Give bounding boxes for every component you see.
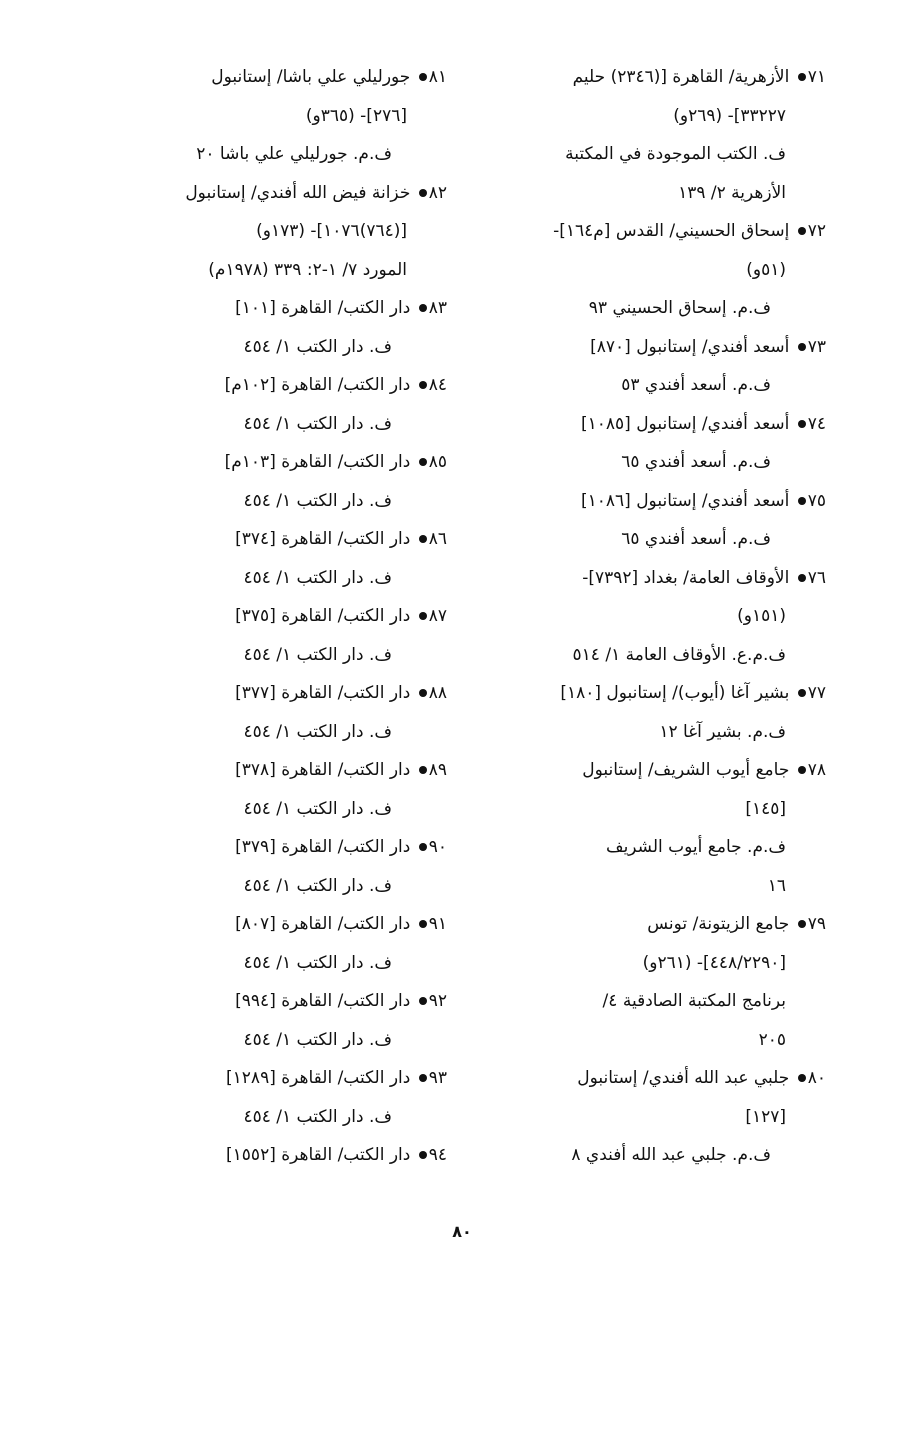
entry-reference: برنامج المكتبة الصادقية ٤/ bbox=[602, 991, 786, 1011]
bullet-icon bbox=[798, 689, 806, 697]
entry-continuation: ٣٣٢٢٧]- (٢٦٩و) bbox=[673, 105, 786, 126]
bullet-icon bbox=[798, 574, 806, 582]
entry-heading: دار الكتب/ القاهرة [٣٧٨] bbox=[235, 760, 411, 780]
entry-number: ٨٢ bbox=[428, 182, 447, 203]
entry-heading: دار الكتب/ القاهرة [١٠١] bbox=[235, 298, 411, 318]
entry-reference: ف. دار الكتب ١/ ٤٥٤ bbox=[243, 413, 392, 434]
entry-number: ٨٤ bbox=[428, 375, 447, 395]
entry-number: ٩٤ bbox=[428, 1145, 447, 1165]
catalog-entry bbox=[486, 58, 826, 212]
entry-heading: خزانة فيض الله أفندي/ إستانبول bbox=[185, 182, 411, 203]
bullet-icon bbox=[419, 920, 427, 928]
entry-heading: الأزهرية/ القاهرة [(٢٣٤٦) حليم bbox=[572, 67, 790, 87]
entry-number: ٨١ bbox=[428, 67, 447, 87]
entry-reference: الأزهرية ٢/ ١٣٩ bbox=[678, 182, 786, 203]
catalog-entry bbox=[486, 405, 826, 482]
bullet-icon bbox=[798, 1074, 806, 1082]
entry-heading: أسعد أفندي/ إستانبول [٨٧٠] bbox=[590, 336, 790, 357]
entry-reference: ف.م. جلبي عبد الله أفندي ٨ bbox=[571, 1145, 771, 1165]
entry-reference: ف.م. بشير آغا ١٢ bbox=[659, 721, 786, 742]
entry-continuation: (١٥١و) bbox=[737, 606, 786, 626]
entry-heading: بشير آغا (أيوب)/ إستانبول [١٨٠] bbox=[560, 683, 790, 703]
entry-number: ٩٢ bbox=[428, 991, 447, 1011]
entry-continuation: [٤٤٨/٢٢٩٠]- (٢٦١و) bbox=[642, 952, 786, 973]
catalog-entry bbox=[486, 559, 826, 675]
entry-heading: دار الكتب/ القاهرة [٣٧٧] bbox=[235, 683, 411, 703]
catalog-entry bbox=[95, 520, 447, 597]
catalog-entry bbox=[95, 751, 447, 828]
entry-heading: دار الكتب/ القاهرة [١٠٢م] bbox=[224, 375, 411, 395]
catalog-entry bbox=[95, 905, 447, 982]
catalog-entry bbox=[95, 674, 447, 751]
bullet-icon bbox=[419, 1074, 427, 1082]
catalog-entry bbox=[486, 751, 826, 905]
entry-number: ٨٩ bbox=[428, 760, 447, 780]
entry-number: ٧٢ bbox=[807, 221, 826, 241]
entry-number: ٩١ bbox=[428, 914, 447, 934]
entry-reference: ١٦ bbox=[767, 875, 786, 896]
entry-heading: أسعد أفندي/ إستانبول [١٠٨٥] bbox=[581, 413, 790, 434]
right-column bbox=[486, 58, 826, 1175]
entry-reference: ف. دار الكتب ١/ ٤٥٤ bbox=[243, 721, 392, 742]
entry-number: ٧١ bbox=[807, 67, 826, 87]
catalog-entry bbox=[486, 1059, 826, 1175]
entry-number: ٨٦ bbox=[428, 529, 447, 549]
bullet-icon bbox=[419, 689, 427, 697]
catalog-entry bbox=[95, 174, 447, 290]
entry-reference: ف.م. أسعد أفندي ٦٥ bbox=[621, 529, 771, 549]
entry-heading: جامع الزيتونة/ تونس bbox=[647, 914, 790, 934]
bullet-icon bbox=[419, 458, 427, 466]
entry-heading: جلبي عبد الله أفندي/ إستانبول bbox=[577, 1068, 790, 1088]
page-number: ٨٠ bbox=[452, 1222, 472, 1241]
entry-continuation: [٢٧٦]- (٣٦٥و) bbox=[305, 105, 407, 126]
bullet-icon bbox=[798, 920, 806, 928]
catalog-entry bbox=[95, 1059, 447, 1136]
entry-reference: ف. دار الكتب ١/ ٤٥٤ bbox=[243, 490, 392, 511]
entry-heading: دار الكتب/ القاهرة [١٢٨٩] bbox=[226, 1068, 411, 1088]
entry-continuation: [١٢٧] bbox=[745, 1106, 786, 1127]
entry-reference: ف. دار الكتب ١/ ٤٥٤ bbox=[243, 798, 392, 819]
entry-reference: ف. دار الكتب ١/ ٤٥٤ bbox=[243, 875, 392, 896]
bullet-icon bbox=[419, 73, 427, 81]
entry-heading: جامع أيوب الشريف/ إستانبول bbox=[582, 760, 790, 780]
entry-reference: ٢٠٥ bbox=[758, 1029, 786, 1050]
bullet-icon bbox=[419, 304, 427, 312]
bullet-icon bbox=[419, 535, 427, 543]
catalog-entry bbox=[95, 289, 447, 366]
catalog-entry bbox=[95, 1136, 447, 1175]
bullet-icon bbox=[419, 612, 427, 620]
entry-continuation: (٥١و) bbox=[746, 259, 786, 280]
catalog-entry bbox=[95, 597, 447, 674]
entry-continuation: [(٧٦٤)١٠٧٦]- (١٧٣و) bbox=[256, 221, 407, 241]
entry-heading: دار الكتب/ القاهرة [١٠٣م] bbox=[224, 452, 411, 472]
entry-number: ٧٩ bbox=[807, 914, 826, 934]
entry-reference: ف.م. جامع أيوب الشريف bbox=[605, 837, 786, 857]
entry-number: ٧٨ bbox=[807, 760, 826, 780]
catalog-entry bbox=[486, 212, 826, 328]
entry-heading: دار الكتب/ القاهرة [٣٧٥] bbox=[235, 606, 411, 626]
bullet-icon bbox=[419, 843, 427, 851]
entry-number: ٧٦ bbox=[807, 567, 826, 588]
entry-heading: الأوقاف العامة/ بغداد [٧٣٩٢]- bbox=[582, 567, 790, 588]
catalog-entry bbox=[95, 982, 447, 1059]
catalog-entry bbox=[95, 366, 447, 443]
entry-reference: ف.م. جورليلي علي باشا ٢٠ bbox=[196, 144, 392, 164]
entry-heading: دار الكتب/ القاهرة [٣٧٤] bbox=[235, 529, 411, 549]
catalog-entry bbox=[95, 443, 447, 520]
entry-number: ٨٣ bbox=[428, 298, 447, 318]
bullet-icon bbox=[419, 766, 427, 774]
entry-reference: ف. دار الكتب ١/ ٤٥٤ bbox=[243, 1106, 392, 1127]
entry-reference: المورد ٧/ ١-٢: ٣٣٩ (١٩٧٨م) bbox=[208, 259, 407, 280]
entry-number: ٩٣ bbox=[428, 1068, 447, 1088]
entry-heading: إسحاق الحسيني/ القدس [م١٦٤]- bbox=[553, 221, 790, 241]
entry-number: ٩٠ bbox=[428, 837, 447, 857]
bullet-icon bbox=[798, 73, 806, 81]
entry-number: ٧٧ bbox=[807, 683, 826, 703]
entry-reference: ف. الكتب الموجودة في المكتبة bbox=[565, 144, 786, 164]
catalog-entry bbox=[95, 58, 447, 174]
bullet-icon bbox=[798, 343, 806, 351]
bullet-icon bbox=[798, 420, 806, 428]
catalog-entry bbox=[95, 828, 447, 905]
entry-heading: أسعد أفندي/ إستانبول [١٠٨٦] bbox=[581, 490, 790, 511]
entry-heading: جورليلي علي باشا/ إستانبول bbox=[211, 67, 411, 87]
entry-reference: ف.م. أسعد أفندي ٦٥ bbox=[621, 452, 771, 472]
bullet-icon bbox=[419, 189, 427, 197]
entry-reference: ف.م. أسعد أفندي ٥٣ bbox=[621, 375, 771, 395]
entry-continuation: [١٤٥] bbox=[745, 798, 786, 819]
entry-reference: ف. دار الكتب ١/ ٤٥٤ bbox=[243, 952, 392, 973]
catalog-entry bbox=[486, 482, 826, 559]
entry-number: ٧٥ bbox=[807, 490, 826, 511]
entry-number: ٨٠ bbox=[807, 1068, 826, 1088]
entry-heading: دار الكتب/ القاهرة [٨٠٧] bbox=[235, 914, 411, 934]
entry-reference: ف. دار الكتب ١/ ٤٥٤ bbox=[243, 336, 392, 357]
bullet-icon bbox=[798, 766, 806, 774]
entry-reference: ف. دار الكتب ١/ ٤٥٤ bbox=[243, 1029, 392, 1050]
entry-reference: ف.م.ع. الأوقاف العامة ١/ ٥١٤ bbox=[572, 644, 786, 665]
catalog-entry bbox=[486, 328, 826, 405]
entry-heading: دار الكتب/ القاهرة [٩٩٤] bbox=[235, 991, 411, 1011]
bullet-icon bbox=[419, 381, 427, 389]
entry-heading: دار الكتب/ القاهرة [١٥٥٢] bbox=[226, 1145, 411, 1165]
entry-reference: ف. دار الكتب ١/ ٤٥٤ bbox=[243, 644, 392, 665]
left-column bbox=[95, 58, 447, 1175]
bullet-icon bbox=[419, 997, 427, 1005]
entry-reference: ف.م. إسحاق الحسيني ٩٣ bbox=[588, 298, 771, 318]
entry-number: ٨٥ bbox=[428, 452, 447, 472]
catalog-entry bbox=[486, 674, 826, 751]
catalog-entry bbox=[486, 905, 826, 1059]
entry-reference: ف. دار الكتب ١/ ٤٥٤ bbox=[243, 567, 392, 588]
entry-number: ٧٤ bbox=[807, 413, 826, 434]
entry-heading: دار الكتب/ القاهرة [٣٧٩] bbox=[235, 837, 411, 857]
entry-number: ٨٧ bbox=[428, 606, 447, 626]
entry-number: ٨٨ bbox=[428, 683, 447, 703]
bullet-icon bbox=[798, 227, 806, 235]
bullet-icon bbox=[798, 497, 806, 505]
bullet-icon bbox=[419, 1151, 427, 1159]
entry-number: ٧٣ bbox=[807, 336, 826, 357]
